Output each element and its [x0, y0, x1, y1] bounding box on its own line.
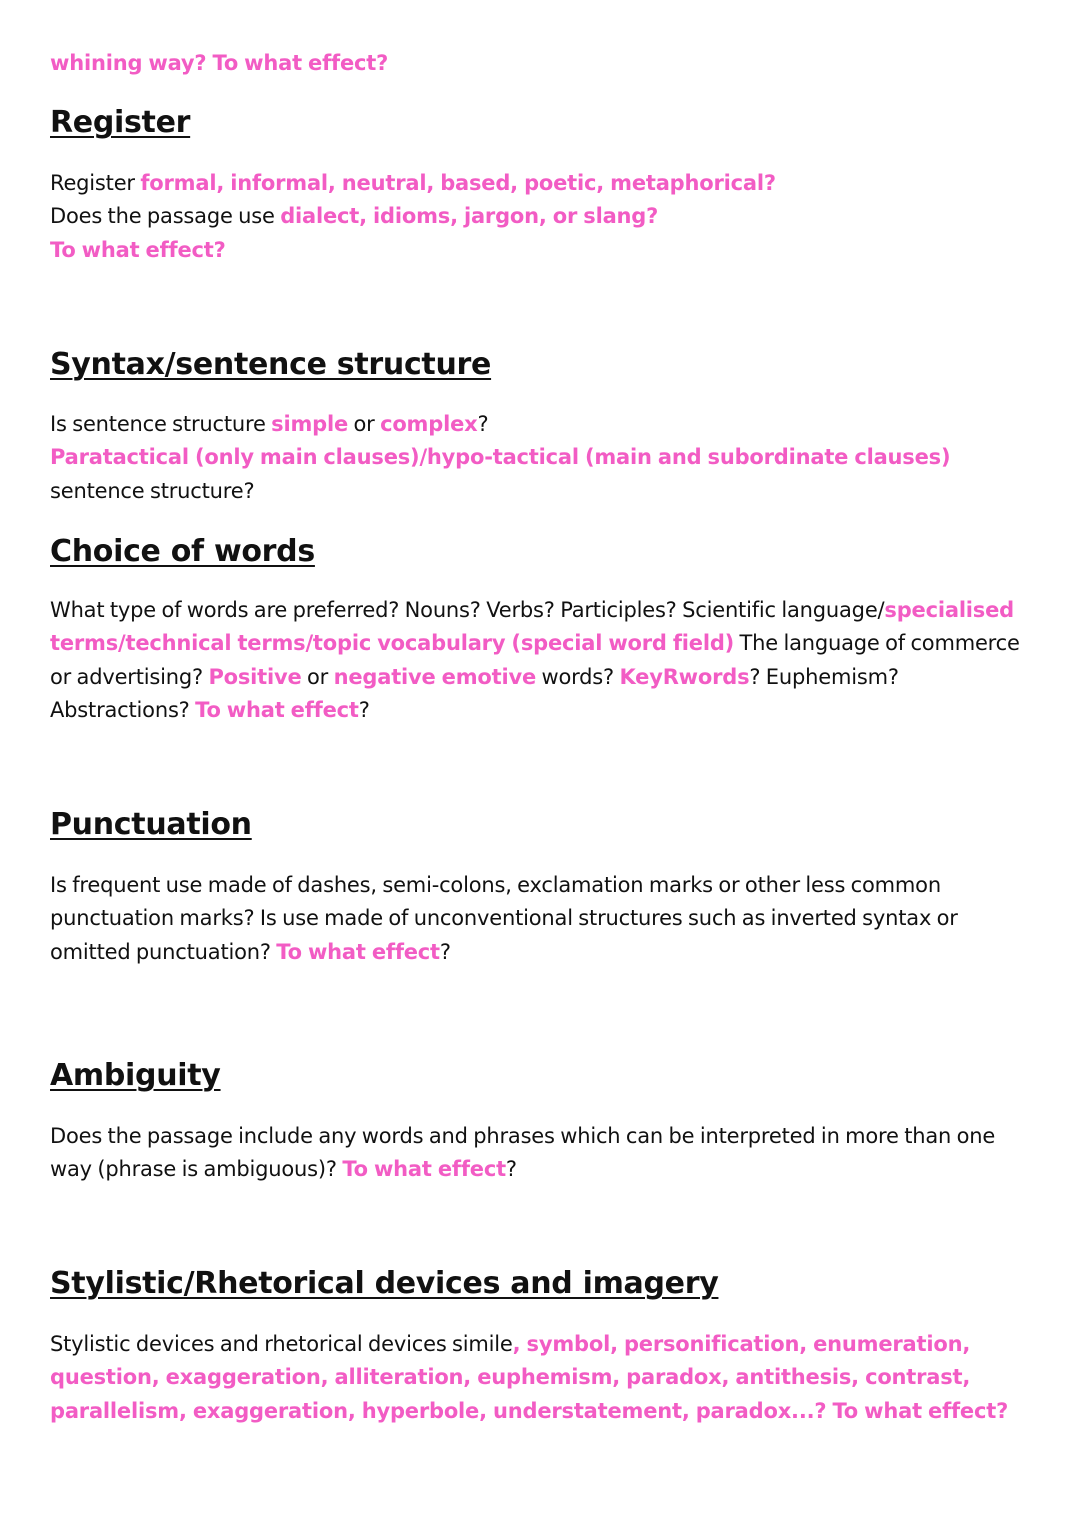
choice-of-words-body [50, 594, 1040, 727]
heading-choice-of-words: Choice of words [50, 534, 315, 569]
punctuation-paragraph: Is frequent use made of dashes, semi-colons, exclamation marks or other less common punctuation marks? Is use made of unconventional structures such as inverted syntax or omitted punctuation? To what effect? [50, 873, 958, 964]
heading-register: Register [50, 105, 191, 140]
syntax-line-1: Is sentence structure simple or complex? [50, 412, 489, 436]
syntax-line-2: Paratactical (only main clauses)/hypo-tactical (main and subordinate clauses) sentence structure? [50, 445, 951, 503]
heading-ambiguity: Ambiguity [50, 1058, 221, 1093]
heading-punctuation: Punctuation [50, 807, 252, 842]
ambiguity-body [50, 1120, 1040, 1187]
stylistic-devices-paragraph: Stylistic devices and rhetorical devices simile, symbol, personification, enumeration, question, exaggeration, alliteration, euphemism, paradox, antithesis, contrast, parallelism, exaggeration, hyperbole, understatement, paradox...? To what effect? [50, 1332, 1009, 1423]
register-line-3: To what effect? [50, 237, 226, 262]
punctuation-body [50, 869, 1040, 969]
syntax-body [50, 408, 1040, 508]
choice-of-words-paragraph: What type of words are preferred? Nouns? Verbs? Participles? Scientific language/specialised terms/technical terms/topic vocabulary (special word field) The language of commerce or advertising? Positive or negative emotive words? KeyRwords? Euphemism? Abstractions? To what effect? [50, 598, 1020, 722]
intro-text: whining way? To what effect? [50, 51, 389, 75]
ambiguity-paragraph: Does the passage include any words and phrases which can be interpreted in more than one way (phrase is ambiguous)? To what effect? [50, 1124, 996, 1182]
register-line-1: Register formal, informal, neutral, based, poetic, metaphorical? [50, 171, 776, 195]
register-body [50, 167, 1040, 267]
heading-syntax: Syntax/sentence structure [50, 347, 492, 382]
register-line-2: Does the passage use dialect, idioms, jargon, or slang? [50, 204, 659, 229]
stylistic-devices-body [50, 1328, 1040, 1428]
intro-line [50, 47, 1040, 80]
heading-stylistic-devices: Stylistic/Rhetorical devices and imagery [50, 1266, 719, 1301]
